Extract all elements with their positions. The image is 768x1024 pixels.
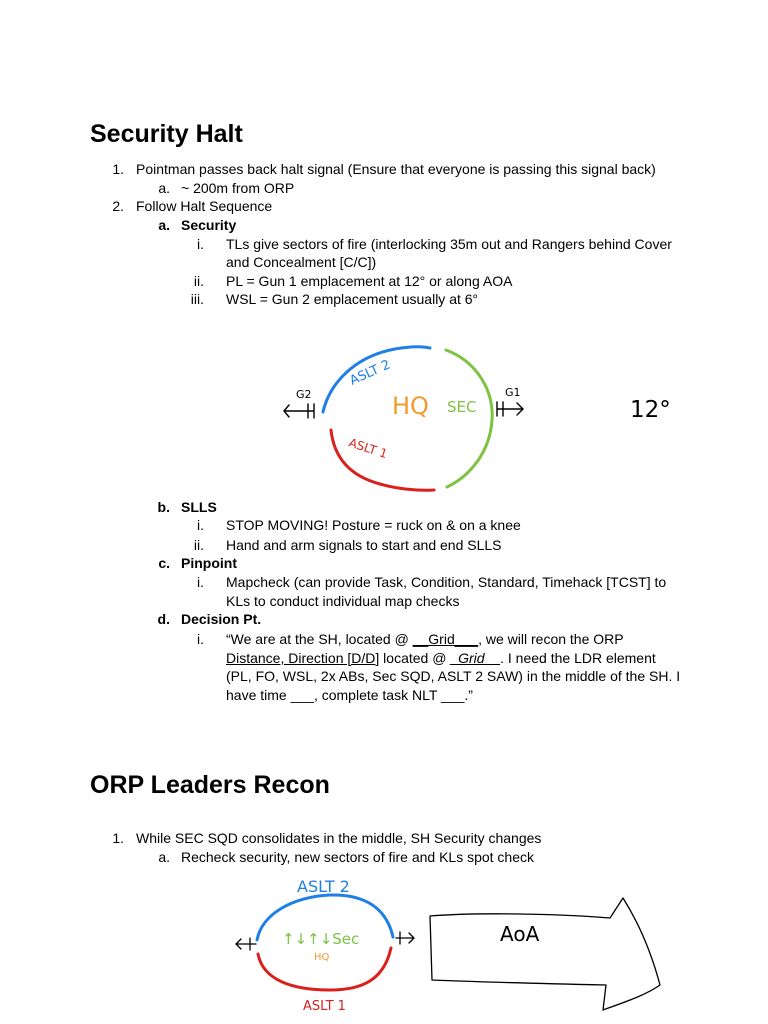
grid-blank: _Grid__: [450, 650, 501, 666]
list-item-text: PL = Gun 1 emplacement at 12° or along AOA: [226, 273, 513, 289]
list-item-text: Hand and arm signals to start and end SLLS: [226, 537, 502, 553]
list-item-text: ~ 200m from ORP: [181, 180, 295, 196]
list-marker: i.: [197, 517, 204, 533]
list-marker: i.: [197, 236, 204, 252]
list-marker: 1.: [112, 830, 124, 846]
list-item-text: Follow Halt Sequence: [136, 198, 273, 214]
list-marker: iii.: [190, 291, 204, 307]
list-marker: i.: [197, 631, 204, 647]
list-item-text: TLs give sectors of fire (interlocking 35m out and Rangers behind Cover: [226, 236, 672, 252]
aoa-arrow: [430, 898, 660, 1010]
grid-blank: __Grid___: [412, 631, 479, 647]
section-title-security-halt: Security Halt: [90, 120, 243, 148]
clock-12-label: 12°: [630, 397, 671, 423]
decision-line-2: Distance, Direction [D/D] located @ _Grid__. I need the LDR element: [226, 650, 656, 666]
list-marker: a.: [158, 180, 170, 196]
list-item-text: KLs to conduct individual map checks: [226, 593, 460, 609]
subheading-decision-point: Decision Pt.: [181, 611, 262, 627]
aslt2-label: ASLT 2: [297, 877, 350, 896]
list-marker: b.: [157, 499, 170, 515]
list-item-text: Pointman passes back halt signal (Ensure that everyone is passing this signal back): [136, 161, 656, 177]
list-item-text: and Concealment [C/C]): [226, 254, 377, 270]
gun-right-label: G1: [505, 386, 521, 399]
section-title-orp-leaders-recon: ORP Leaders Recon: [90, 771, 330, 799]
hq-label: HQ: [314, 952, 330, 963]
list-marker: ii.: [193, 273, 204, 289]
decision-line-1: “We are at the SH, located @ __Grid___, we will recon the ORP: [226, 631, 624, 647]
list-marker: d.: [157, 611, 170, 627]
list-item-text: While SEC SQD consolidates in the middle, SH Security changes: [136, 830, 542, 846]
decision-line-3: (PL, FO, WSL, 2x ABs, Sec SQD, ASLT 2 SAW) in the middle of the SH. I: [226, 668, 681, 684]
gun-right-marker: [396, 932, 414, 944]
list-item-text: STOP MOVING! Posture = ruck on & on a knee: [226, 517, 521, 533]
list-marker: ii.: [193, 537, 204, 553]
aslt2-label: ASLT 2: [347, 357, 393, 389]
list-item-text: Recheck security, new sectors of fire and KLs spot check: [181, 849, 535, 865]
list-marker: 2.: [112, 198, 124, 214]
subheading-pinpoint: Pinpoint: [181, 555, 237, 571]
decision-line-4: have time ___, complete task NLT ___.”: [226, 687, 473, 703]
gun-left-label: G2: [296, 388, 312, 401]
list-marker: a.: [158, 217, 170, 233]
list-item-text: Mapcheck (can provide Task, Condition, Standard, Timehack [TCST] to: [226, 574, 667, 590]
list-marker: 1.: [112, 161, 124, 177]
list-marker: a.: [158, 849, 170, 865]
aslt1-label: ASLT 1: [347, 435, 390, 462]
subheading-slls: SLLS: [181, 499, 217, 515]
hq-label: HQ: [392, 392, 429, 420]
distance-direction: Distance, Direction [D/D]: [226, 650, 380, 666]
list-marker: i.: [197, 574, 204, 590]
aoa-label: AoA: [500, 922, 540, 946]
list-item-text: WSL = Gun 2 emplacement usually at 6°: [226, 291, 479, 307]
sec-label: ↑↓↑↓Sec: [282, 930, 360, 948]
aslt1-label: ASLT 1: [303, 999, 346, 1014]
gun-left-marker: [236, 938, 256, 950]
sec-label: SEC: [447, 398, 477, 416]
list-marker: c.: [158, 555, 170, 571]
subheading-security: Security: [181, 217, 237, 233]
